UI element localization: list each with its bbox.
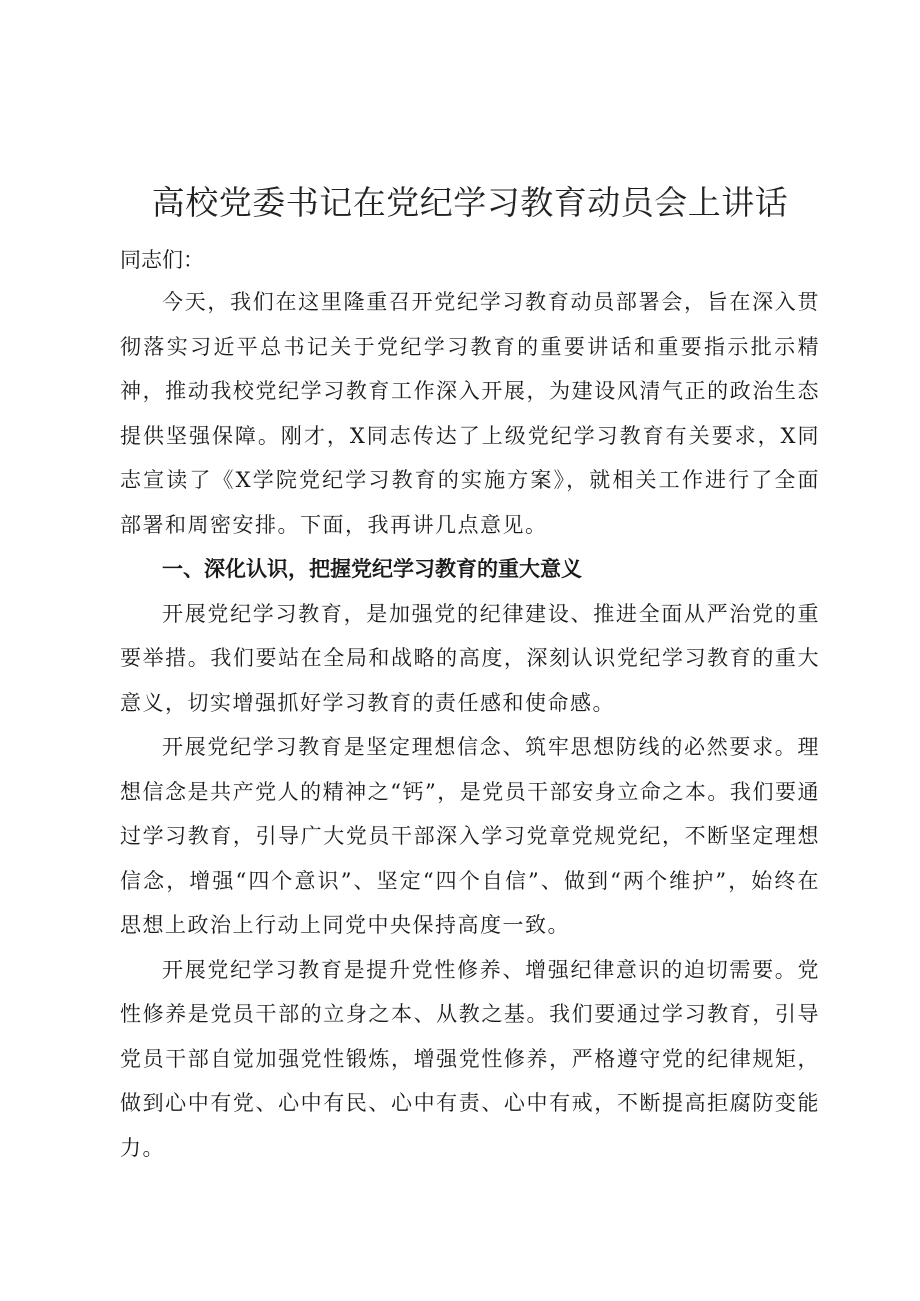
intro-paragraph: 今天，我们在这里隆重召开党纪学习教育动员部署会，旨在深入贯彻落实习近平总书记关于党纪学习教育的重要讲话和重要指示批示精神，推动我校党纪学习教育工作深入开展，为建设风清气正的政治生态提供坚强保障。刚才，X同志传达了上级党纪学习教育有关要求，X同志宣读了《X学院党纪学习教育的实施方案》，就相关工作进行了全面部署和周密安排。下面，我再讲几点意见。 (120, 290, 820, 537)
salutation: 同志们： (120, 248, 204, 272)
section-heading: 一、深化认识，把握党纪学习教育的重大意义 (162, 557, 582, 581)
document-page (120, 176, 820, 1170)
section-paragraph: 开展党纪学习教育是坚定理想信念、筑牢思想防线的必然要求。理想信念是共产党人的精神之“钙”，是党员干部安身立命之本。我们要通过学习教育，引导广大党员干部深入学习党章党规党纪，不断坚定理想信念，增强“四个意识”、坚定“四个自信”、做到“两个维护”，始终在思想上政治上行动上同党中央保持高度一致。 (120, 735, 820, 937)
section-paragraph: 开展党纪学习教育，是加强党的纪律建设、推进全面从严治党的重要举措。我们要站在全局和战略的高度，深刻认识党纪学习教育的重大意义，切实增强抓好学习教育的责任感和使命感。 (120, 601, 820, 715)
document-title: 高校党委书记在党纪学习教育动员会上讲话 (151, 183, 789, 222)
section-paragraph: 开展党纪学习教育是提升党性修养、增强纪律意识的迫切需要。党性修养是党员干部的立身之本、从教之基。我们要通过学习教育，引导党员干部自觉加强党性锻炼，增强党性修养，严格遵守党的纪律规矩，做到心中有党、心中有民、心中有责、心中有戒，不断提高拒腐防变能力。 (120, 957, 820, 1160)
